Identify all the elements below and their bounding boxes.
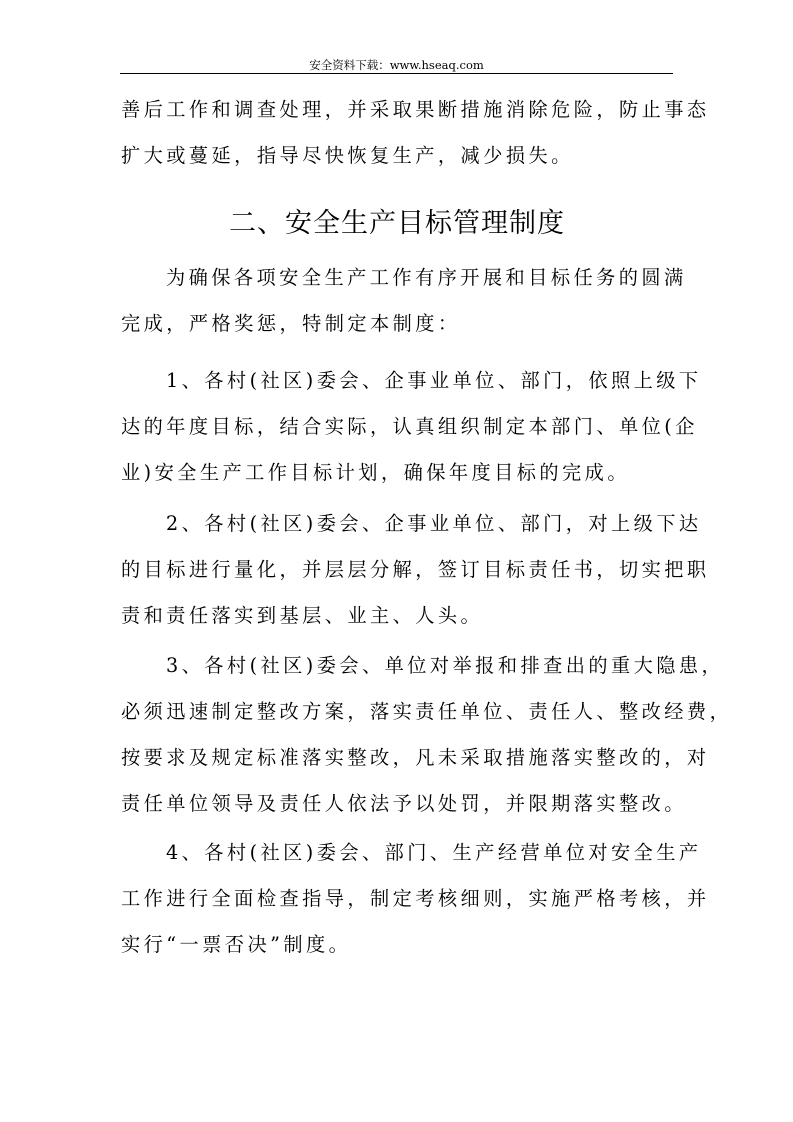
paragraph-line: 2、各村(社区)委会、企事业单位、部门，对上级下达 bbox=[166, 512, 702, 535]
paragraph-line: 按要求及规定标准落实整改，凡未采取措施落实整改的，对 bbox=[121, 746, 710, 769]
section-title: 二、安全生产目标管理制度 bbox=[229, 208, 565, 239]
paragraph-line: 完成，严格奖惩，特制定本制度： bbox=[121, 312, 461, 335]
paragraph-item-4 bbox=[121, 830, 710, 968]
paragraph-line: 工作进行全面检查指导，制定考核细则，实施严格考核，并 bbox=[121, 887, 710, 910]
paragraph-line: 3、各村(社区)委会、单位对举报和排查出的重大隐患， bbox=[166, 654, 725, 677]
paragraph-line: 必须迅速制定整改方案，落实责任单位、责任人、整改经费， bbox=[121, 700, 733, 723]
paragraph-line: 业)安全生产工作目标计划，确保年度目标的完成。 bbox=[121, 461, 630, 484]
paragraph-line: 的目标进行量化，并层层分解，签订目标责任书，切实把职 bbox=[121, 558, 710, 581]
paragraph-line: 扩大或蔓延，指导尽快恢复生产，减少损失。 bbox=[121, 144, 574, 167]
paragraph-item-2 bbox=[121, 501, 710, 639]
paragraph-line: 1、各村(社区)委会、企事业单位、部门，依照上级下 bbox=[166, 369, 702, 392]
intro-paragraph bbox=[121, 87, 710, 179]
paragraph-item-1 bbox=[121, 358, 702, 496]
page-header: 安全资料下载：www.hseaq.com bbox=[309, 58, 484, 72]
paragraph-item-3 bbox=[121, 643, 733, 827]
header-rule bbox=[120, 73, 673, 74]
paragraph-line: 达的年度目标，结合实际，认真组织制定本部门、单位(企 bbox=[121, 415, 698, 438]
paragraph-line: 善后工作和调查处理，并采取果断措施消除危险，防止事态 bbox=[121, 98, 710, 121]
paragraph-line: 4、各村(社区)委会、部门、生产经营单位对安全生产 bbox=[166, 841, 702, 864]
paragraph-purpose bbox=[121, 255, 687, 347]
paragraph-line: 为确保各项安全生产工作有序开展和目标任务的圆满 bbox=[166, 266, 687, 289]
paragraph-line: 责和责任落实到基层、业主、人头。 bbox=[121, 604, 484, 627]
paragraph-line: 责任单位领导及责任人依法予以处罚，并限期落实整改。 bbox=[121, 792, 687, 815]
paragraph-line: 实行“一票否决”制度。 bbox=[121, 933, 352, 956]
